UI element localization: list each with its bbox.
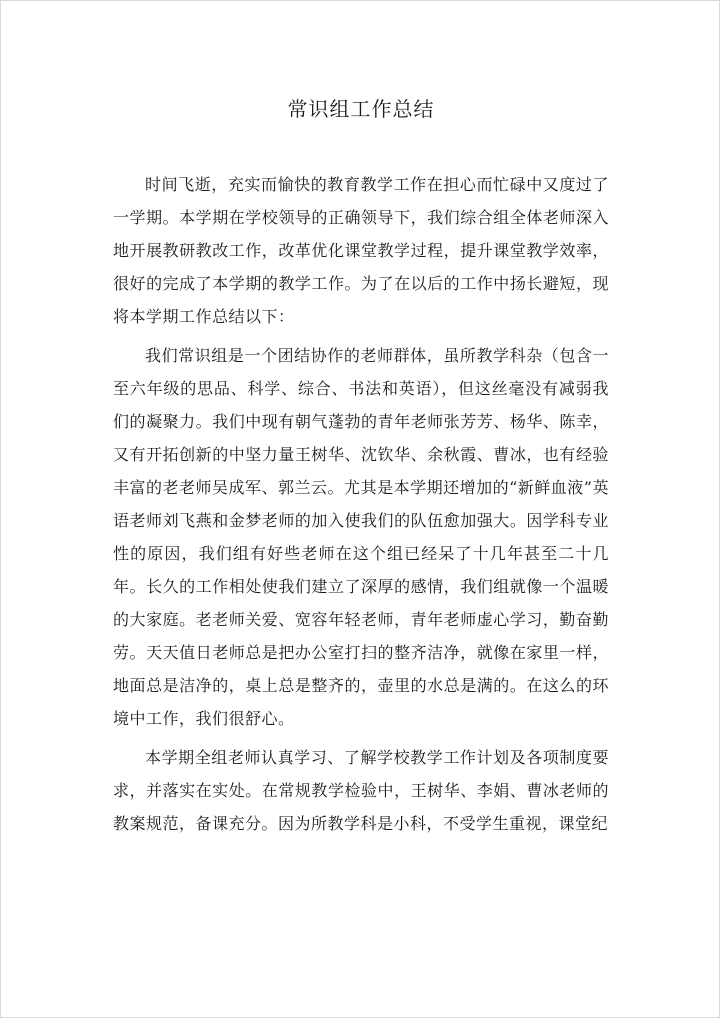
- document-title: 常识组工作总结: [287, 97, 435, 121]
- paragraph-teaching: 本学期全组老师认真学习、了解学校教学工作计划及各项制度要求，并落实在实处。在常规教学检验中，王树华、李娟、曹冰老师的教案规范，备课充分。因为所教学科是小科，不受学生重视，课堂纪: [113, 748, 609, 833]
- document-body: [113, 168, 609, 840]
- paragraph-intro: 时间飞逝，充实而愉快的教育教学工作在担心而忙碌中又度过了一学期。本学期在学校领导的正确领导下，我们综合组全体老师深入地开展教研教改工作，改革优化课堂教学过程，提升课堂教学效率，很好的完成了本学期的教学工作。为了在以后的工作中扬长避短，现将本学期工作总结以下：: [113, 175, 609, 326]
- paragraph-team: 我们常识组是一个团结协作的老师群体，虽所教学科杂（包含一至六年级的思品、科学、综合、书法和英语），但这丝毫没有减弱我们的凝聚力。我们中现有朝气蓬勃的青年老师张芳芳、杨华、陈幸，又有开拓创新的中坚力量王树华、沈钦华、余秋霞、曹冰，也有经验丰富的老老师吴成军、郭兰云。尤其是本学期还增加的“新鲜血液”英语老师刘飞燕和金梦老师的加入使我们的队伍愈加强大。因学科专业性的原因，我们组有好些老师在这个组已经呆了十几年甚至二十几年。长久的工作相处使我们建立了深厚的感情，我们组就像一个温暖的大家庭。老老师关爱、宽容年轻老师，青年老师虚心学习，勤奋勤劳。天天值日老师总是把办公室打扫的整齐洁净，就像在家里一样，地面总是洁净的，桌上总是整齐的，壶里的水总是满的。在这么的环境中工作，我们很舒心。: [113, 346, 609, 728]
